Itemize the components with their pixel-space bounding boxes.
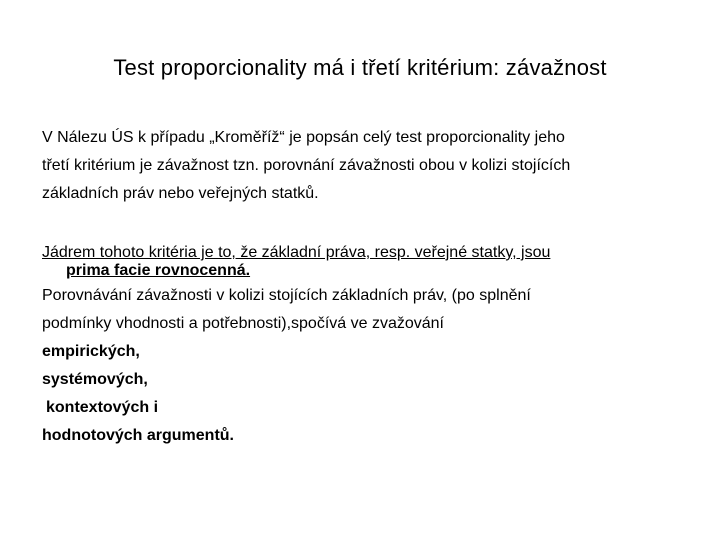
argument-empirical: empirických, [42, 343, 140, 360]
core-emphasis-line: prima facie rovnocenná. [66, 262, 251, 279]
core-line: Porovnávání závažnosti v kolizi stojících základních práv, (po splnění [42, 287, 531, 304]
intro-line: V Nálezu ÚS k případu „Kroměříž“ je popsán celý test proporcionality jeho [42, 129, 565, 146]
argument-value: hodnotových argumentů. [42, 427, 234, 444]
core-emphasis-line: Jádrem tohoto kritéria je to, že základní práva, resp. veřejné statky, jsou [42, 244, 551, 261]
core-line: podmínky vhodnosti a potřebnosti),spočívá ve zvažování [42, 315, 444, 332]
intro-line: třetí kritérium je závažnost tzn. porovnání závažnosti obou v kolizi stojících [42, 157, 571, 174]
slide-title: Test proporcionality má i třetí kritérium: závažnost [113, 55, 607, 80]
argument-contextual: kontextových i [46, 399, 159, 416]
intro-paragraph [42, 124, 682, 208]
argument-systemic: systémových, [42, 371, 148, 388]
intro-line: základních práv nebo veřejných statků. [42, 185, 319, 202]
core-paragraph [42, 244, 682, 450]
